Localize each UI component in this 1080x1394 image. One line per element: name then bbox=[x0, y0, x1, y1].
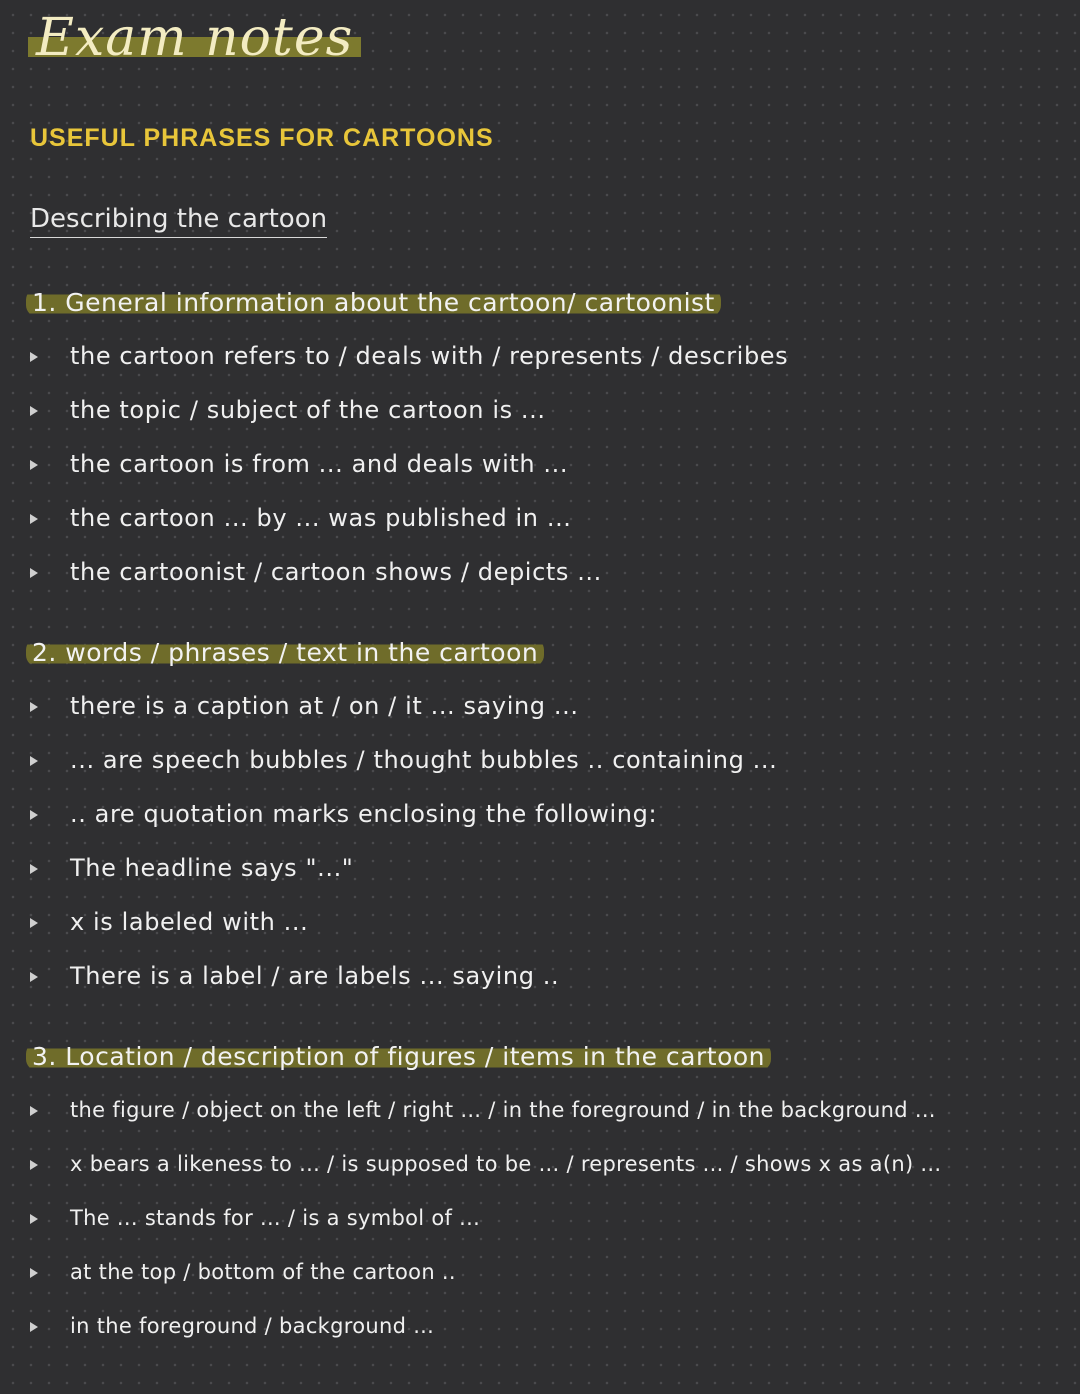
page-title: Exam notes bbox=[28, 8, 361, 68]
list-item bbox=[30, 800, 657, 828]
list-item-text: There is a label / are labels ... saying .. bbox=[70, 962, 560, 990]
triangle-bullet-icon bbox=[30, 864, 38, 874]
list-item bbox=[30, 908, 308, 936]
list-item bbox=[30, 342, 788, 370]
list-item-text: the topic / subject of the cartoon is ... bbox=[70, 396, 546, 424]
list-item bbox=[30, 558, 602, 586]
section-words-phrases bbox=[26, 638, 544, 667]
section-general-information bbox=[26, 288, 721, 317]
triangle-bullet-icon bbox=[30, 756, 38, 766]
list-item bbox=[30, 854, 353, 882]
list-item bbox=[30, 692, 579, 720]
triangle-bullet-icon bbox=[30, 1160, 38, 1170]
triangle-bullet-icon bbox=[30, 972, 38, 982]
list-item-text: the figure / object on the left / right ... / in the foreground / in the background ... bbox=[70, 1098, 936, 1122]
triangle-bullet-icon bbox=[30, 1214, 38, 1224]
triangle-bullet-icon bbox=[30, 352, 38, 362]
list-item bbox=[30, 1152, 941, 1176]
triangle-bullet-icon bbox=[30, 918, 38, 928]
section-heading: 3. Location / description of figures / items in the cartoon bbox=[26, 1042, 771, 1071]
list-item-text: there is a caption at / on / it ... saying ... bbox=[70, 692, 579, 720]
list-item-text: in the foreground / background ... bbox=[70, 1314, 435, 1338]
list-item bbox=[30, 746, 777, 774]
list-item-text: .. are quotation marks enclosing the following: bbox=[70, 800, 658, 828]
list-item bbox=[30, 1206, 480, 1230]
triangle-bullet-icon bbox=[30, 406, 38, 416]
list-item bbox=[30, 450, 568, 478]
list-item-text: ... are speech bubbles / thought bubbles .. containing ... bbox=[70, 746, 778, 774]
list-item-text: x is labeled with ... bbox=[70, 908, 309, 936]
triangle-bullet-icon bbox=[30, 460, 38, 470]
list-item-text: the cartoon ... by ... was published in ... bbox=[70, 504, 572, 532]
section-location-description bbox=[26, 1042, 771, 1071]
list-item bbox=[30, 1260, 456, 1284]
section-heading: 2. words / phrases / text in the cartoon bbox=[26, 638, 544, 667]
list-item-text: the cartoon refers to / deals with / represents / describes bbox=[70, 342, 789, 370]
section-heading: 1. General information about the cartoon/ cartoonist bbox=[26, 288, 721, 317]
subheading: Describing the cartoon bbox=[30, 204, 327, 238]
triangle-bullet-icon bbox=[30, 1268, 38, 1278]
triangle-bullet-icon bbox=[30, 702, 38, 712]
list-item-text: The ... stands for ... / is a symbol of ... bbox=[70, 1206, 481, 1230]
list-item-text: the cartoon is from ... and deals with ... bbox=[70, 450, 569, 478]
list-item bbox=[30, 1098, 936, 1122]
list-item bbox=[30, 504, 572, 532]
triangle-bullet-icon bbox=[30, 514, 38, 524]
list-item bbox=[30, 962, 559, 990]
list-item-text: the cartoonist / cartoon shows / depicts ... bbox=[70, 558, 602, 586]
page-subtitle: USEFUL PHRASES FOR CARTOONS bbox=[30, 124, 494, 152]
list-item-text: x bears a likeness to ... / is supposed to be ... / represents ... / shows x as a(n) ... bbox=[70, 1152, 942, 1176]
triangle-bullet-icon bbox=[30, 1322, 38, 1332]
triangle-bullet-icon bbox=[30, 810, 38, 820]
triangle-bullet-icon bbox=[30, 1106, 38, 1116]
list-item-text: at the top / bottom of the cartoon .. bbox=[70, 1260, 456, 1284]
list-item bbox=[30, 396, 546, 424]
list-item bbox=[30, 1314, 434, 1338]
list-item-text: The headline says "..." bbox=[70, 854, 354, 882]
triangle-bullet-icon bbox=[30, 568, 38, 578]
